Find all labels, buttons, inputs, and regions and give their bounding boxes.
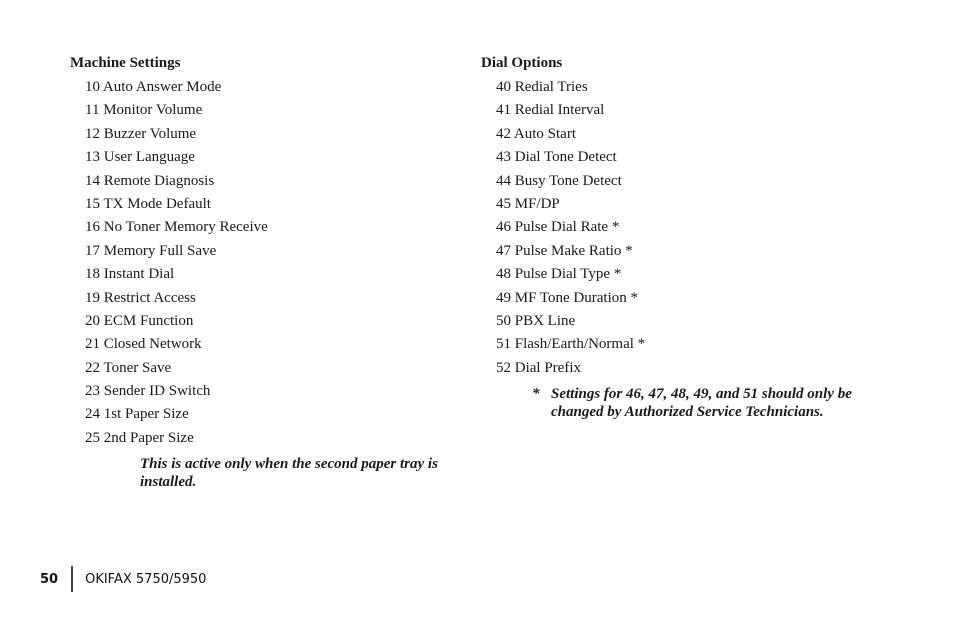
second-tray-note: This is active only when the second paper tray is installed.	[140, 456, 438, 491]
page-footer	[40, 566, 206, 592]
list-item: 50 PBX Line	[496, 312, 576, 329]
list-item: 14 Remote Diagnosis	[85, 172, 215, 189]
machine-settings-section	[70, 53, 470, 491]
list-item: 24 1st Paper Size	[85, 406, 189, 423]
machine-settings-list	[70, 77, 470, 451]
list-item: 12 Buzzer Volume	[85, 125, 197, 142]
product-name: OKIFAX 5750/5950	[85, 571, 207, 587]
asterisk-marker: *	[532, 386, 540, 403]
list-item: 44 Busy Tone Detect	[496, 172, 622, 189]
list-item: 10 Auto Answer Mode	[85, 79, 222, 95]
list-item: 20 ECM Function	[85, 312, 194, 329]
list-item: 13 User Language	[85, 149, 195, 166]
list-item: 25 2nd Paper Size	[85, 429, 194, 446]
dial-options-section	[481, 53, 901, 421]
list-item: 17 Memory Full Save	[85, 242, 217, 259]
technician-note	[481, 385, 872, 421]
list-item: 22 Toner Save	[85, 359, 172, 376]
list-item: 49 MF Tone Duration *	[496, 289, 639, 306]
list-item: 19 Restrict Access	[85, 289, 196, 306]
list-item: 11 Monitor Volume	[85, 102, 203, 119]
dial-options-list	[481, 77, 901, 381]
list-item: 18 Instant Dial	[85, 266, 175, 283]
list-item: 23 Sender ID Switch	[85, 383, 211, 400]
list-item: 15 TX Mode Default	[85, 195, 211, 212]
list-item: 47 Pulse Make Ratio *	[496, 242, 633, 259]
list-item: 43 Dial Tone Detect	[496, 149, 617, 166]
list-item: 52 Dial Prefix	[496, 359, 581, 376]
list-item: 41 Redial Interval	[496, 102, 605, 119]
machine-settings-heading: Machine Settings	[70, 55, 181, 71]
list-item: 51 Flash/Earth/Normal *	[496, 336, 646, 353]
page-number: 50	[40, 571, 59, 587]
list-item: 40 Redial Tries	[496, 79, 588, 95]
list-item: 46 Pulse Dial Rate *	[496, 219, 620, 236]
dial-options-heading: Dial Options	[481, 55, 563, 71]
list-item: 45 MF/DP	[496, 195, 560, 212]
technician-note-text: Settings for 46, 47, 48, 49, and 51 should only be changed by Authorized Service Technicians.	[551, 386, 852, 421]
footer-divider	[71, 566, 73, 592]
list-item: 48 Pulse Dial Type *	[496, 266, 622, 283]
list-item: 21 Closed Network	[85, 336, 202, 353]
list-item: 42 Auto Start	[496, 125, 577, 142]
list-item: 16 No Toner Memory Receive	[85, 219, 268, 236]
